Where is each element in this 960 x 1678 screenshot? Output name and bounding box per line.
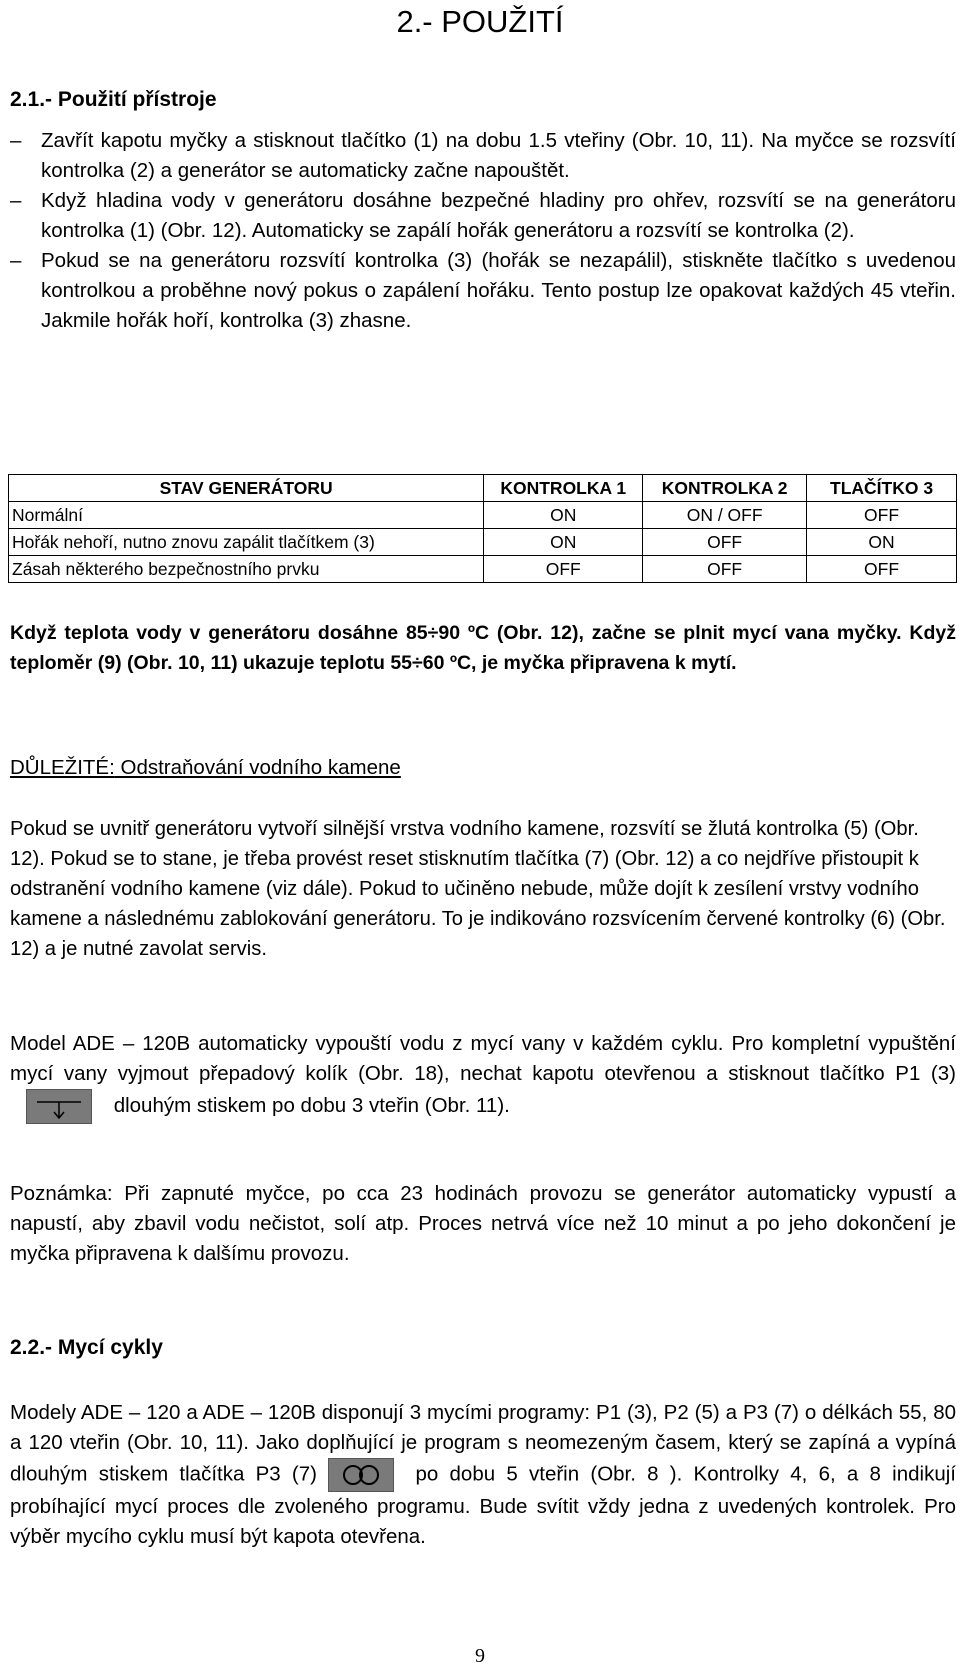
model-text-before: Model ADE – 120B automaticky vypouští vodu z mycí vany v každém cyklu. Pro kompletní vypuštění mycí vany vyjmout přepadový kolík (Obr. 18), nechat kapotu otevřenou a stisknout tlačítko P1 (3): [10, 1032, 956, 1085]
table-cell: Normální: [9, 502, 484, 529]
column-header: STAV GENERÁTORU: [9, 475, 484, 502]
dash-marker: –: [10, 129, 22, 152]
note-paragraph: Poznámka: Při zapnuté myčce, po cca 23 hodinách provozu se generátor automaticky vypustí a napustí, aby zbavil vodu nečistot, solí atp. Proces netrvá více než 10 minut a po jeho dokončení je myčka připravena k dalšímu provozu.: [10, 1182, 956, 1265]
page-number: 9: [475, 1645, 485, 1667]
wash-text-before: Modely ADE – 120 a ADE – 120B disponují 3 mycími programy: P1 (3), P2 (5) a P3 (7) o délkách 55, 80 a 120 vteřin (Obr. 10, 11). Jako doplňující je program s neomezeným časem, který se zapíná a vypíná dlouhým stiskem tlačítka P3 (7): [10, 1401, 956, 1486]
table-cell: OFF: [484, 556, 643, 583]
usage-bullet-list: [10, 126, 956, 336]
page-title: 2.- POUŽITÍ: [396, 4, 564, 39]
table-cell: ON: [484, 529, 643, 556]
list-item: [10, 246, 956, 336]
column-header: TLAČÍTKO 3: [807, 475, 957, 502]
important-heading: [10, 753, 956, 783]
table-cell: OFF: [807, 502, 957, 529]
column-header: KONTROLKA 2: [643, 475, 807, 502]
generator-status-table: [8, 474, 957, 583]
model-text-after: dlouhým stiskem po dobu 3 vteřin (Obr. 11).: [113, 1093, 510, 1117]
dash-marker: –: [10, 189, 22, 212]
table-cell: ON: [807, 529, 957, 556]
dash-marker: –: [10, 249, 22, 272]
table-cell: OFF: [807, 556, 957, 583]
drain-arrow-icon: [26, 1089, 92, 1124]
list-item: [10, 126, 956, 186]
infinity-loop-icon: [328, 1458, 394, 1492]
table-cell: ON / OFF: [643, 502, 807, 529]
important-label: DŮLEŽITÉ:: [10, 756, 115, 779]
wash-cycles-paragraph: [10, 1398, 956, 1552]
bullet-text: Pokud se na generátoru rozsvítí kontrolka (3) (hořák se nezapálil), stiskněte tlačítko s uvedenou kontrolkou a proběhne nový pokus o zapálení hořáku. Tento postup lze opakovat každých 45 vteřin. Jakmile hořák hoří, kontrolka (3) zhasne.: [41, 249, 956, 332]
section-heading-usage: 2.1.- Použití přístroje: [10, 88, 217, 111]
table-cell: ON: [484, 502, 643, 529]
table-cell: OFF: [643, 556, 807, 583]
table-cell: Hořák nehoří, nutno znovu zapálit tlačítkem (3): [9, 529, 484, 556]
table-row: [9, 529, 957, 556]
list-item: [10, 186, 956, 246]
table-row: [9, 502, 957, 529]
model-drain-paragraph: [10, 1029, 956, 1124]
table-row: [9, 556, 957, 583]
column-header: KONTROLKA 1: [484, 475, 643, 502]
temperature-note: Když teplota vody v generátoru dosáhne 85÷90 ºC (Obr. 12), začne se plnit mycí vana myčky. Když teploměr (9) (Obr. 10, 11) ukazuje teplotu 55÷60 ºC, je myčka připravena k mytí.: [10, 622, 956, 674]
wash-text-after: po dobu 5 vteřin (Obr. 8 ). Kontrolky 4, 6, a 8 indikují probíhající mycí proces dle zvoleného programu. Bude svítit vždy jedna z uvedených kontrolek. Pro výběr mycího cyklu musí být kapota otevřena.: [10, 1462, 956, 1548]
important-title: Odstraňování vodního kamene: [114, 756, 401, 779]
section-heading-wash-cycles: 2.2.- Mycí cykly: [10, 1336, 163, 1359]
limescale-paragraph: Pokud se uvnitř generátoru vytvoří silnější vrstva vodního kamene, rozsvítí se žlutá kontrolka (5) (Obr. 12). Pokud se to stane, je třeba provést reset stisknutím tlačítka (7) (Obr. 12) a co nejdříve přistoupit k odstranění vodního kamene (viz dále). Pokud to učiněno nebude, může dojít k zesílení vrstvy vodního kamene a následnému zablokování generátoru. To je indikováno rozsvícením červené kontrolky (6) (Obr. 12) a je nutné zavolat servis.: [10, 818, 946, 960]
bullet-text: Zavřít kapotu myčky a stisknout tlačítko (1) na dobu 1.5 vteřiny (Obr. 10, 11). Na myčce se rozsvítí kontrolka (2) a generátor se automaticky začne napouštět.: [41, 129, 956, 182]
bullet-text: Když hladina vody v generátoru dosáhne bezpečné hladiny pro ohřev, rozsvítí se na generátoru kontrolka (1) (Obr. 12). Automaticky se zapálí hořák generátoru a rozsvítí se kontrolka (2).: [41, 189, 956, 242]
table-cell: OFF: [643, 529, 807, 556]
table-cell: Zásah některého bezpečnostního prvku: [9, 556, 484, 583]
table-header-row: [9, 475, 957, 502]
